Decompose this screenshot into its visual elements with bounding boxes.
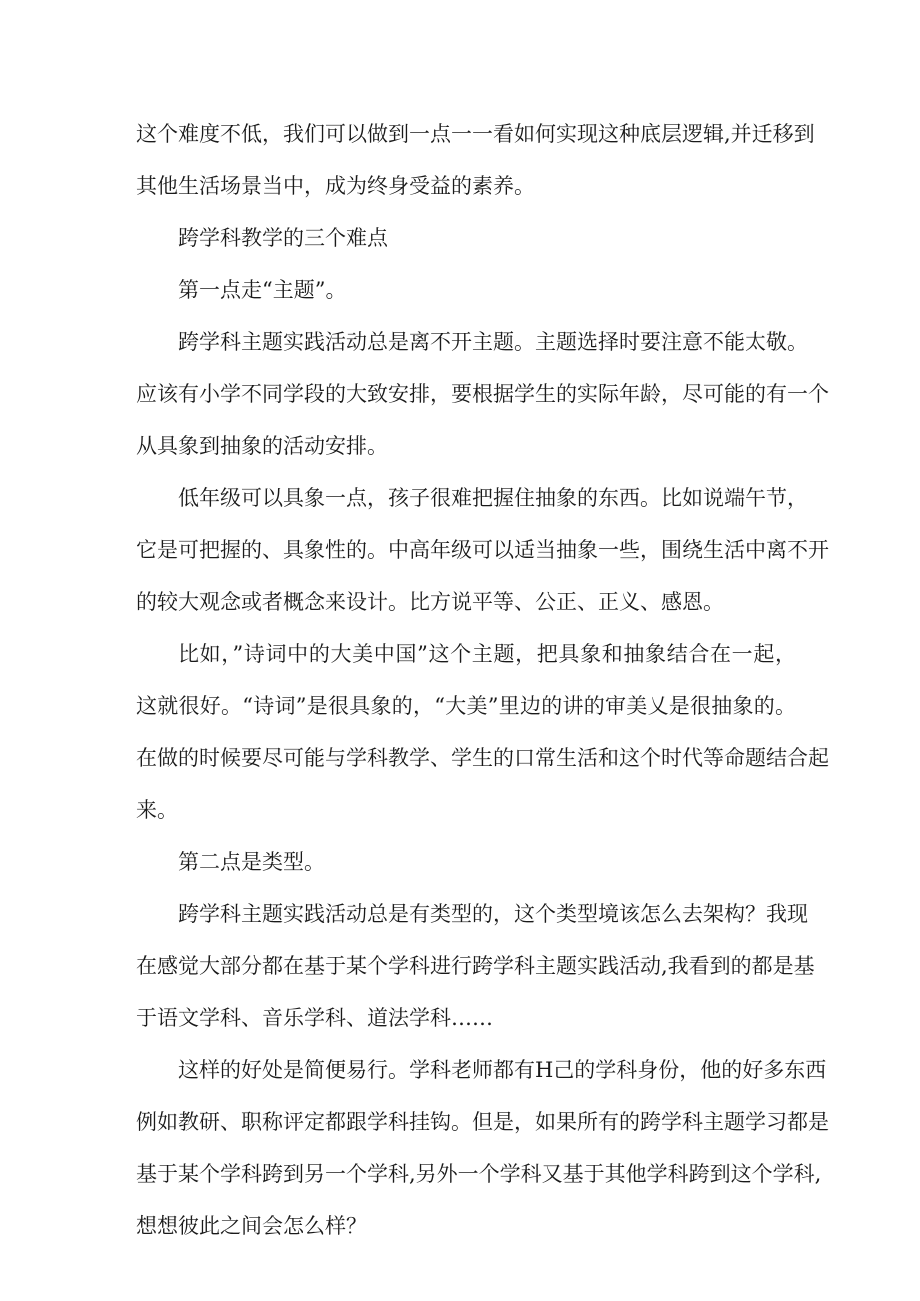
paragraph-theme: [136, 316, 829, 472]
text-line: 基于某个学科跨到另一个学科,另外一个学科又基于其他学科跨到这个学科,: [136, 1162, 822, 1186]
text-line: 应该有小学不同学段的大致安排，要根据学生的实际年龄，尽可能的有一个: [136, 382, 829, 406]
subheading-first-point: [136, 264, 796, 316]
text-line: 想想彼此之间会怎么样？: [136, 1214, 367, 1238]
text-line: 在做的时候要尽可能与学科教学、学生的口常生活和这个时代等命题结合起: [136, 746, 829, 770]
text-line: 例如教研、职称评定都跟学科挂钩。但是，如果所有的跨学科主题学习都是: [136, 1110, 829, 1134]
heading-line: 第二点是类型。: [178, 850, 325, 874]
document-body: [136, 108, 829, 1252]
text-line: 跨学科主题实践活动总是离不开主题。主题选择时要注意不能太敬。: [178, 330, 808, 354]
text-line: 其他生活场景当中，成为终身受益的素养。: [136, 174, 535, 198]
text-line: 的较大观念或者概念来设计。比方说平等、公正、正义、感恩。: [136, 590, 724, 614]
text-line: 于语文学科、音乐学科、道法学科……: [136, 1006, 493, 1030]
text-line: 跨学科主题实践活动总是有类型的，这个类型境该怎么去架构？我现: [178, 902, 808, 926]
text-line: 比如，”诗词中的大美中国”这个主题，把具象和抽象结合在一起，: [178, 642, 796, 666]
text-line: 在感觉大部分都在基于某个学科进行跨学科主题实践活动,我看到的都是基: [136, 954, 815, 978]
paragraph-example: [136, 628, 829, 836]
text-line: 从具象到抽象的活动安排。: [136, 434, 388, 458]
text-line: 低年级可以具象一点，孩子很难把握住抽象的东西。比如说端午节，: [178, 486, 808, 510]
paragraph-intro: [136, 108, 815, 212]
subheading-second-point: [136, 836, 796, 888]
paragraph-grades: [136, 472, 829, 628]
heading-line: 第一点走“主题”。: [178, 278, 347, 302]
paragraph-types: [136, 888, 815, 1044]
text-line: 它是可把握的、具象性的。中高年级可以适当抽象一些，围绕生活中离不开: [136, 538, 829, 562]
paragraph-benefits: [136, 1044, 829, 1252]
heading-line: 跨学科教学的三个难点: [178, 226, 388, 250]
text-line: 这样的好处是简便易行。学科老师都有H己的学科身份，他的好多东西: [178, 1058, 827, 1082]
text-line: 这就很好。“诗词”是很具象的，“大美”里边的讲的审美乂是很抽象的。: [136, 694, 796, 718]
section-heading-three-difficulties: [136, 212, 796, 264]
text-line: 这个难度不低，我们可以做到一点一一看如何实现这种底层逻辑,并迁移到: [136, 122, 815, 146]
text-line: 来。: [136, 798, 178, 822]
